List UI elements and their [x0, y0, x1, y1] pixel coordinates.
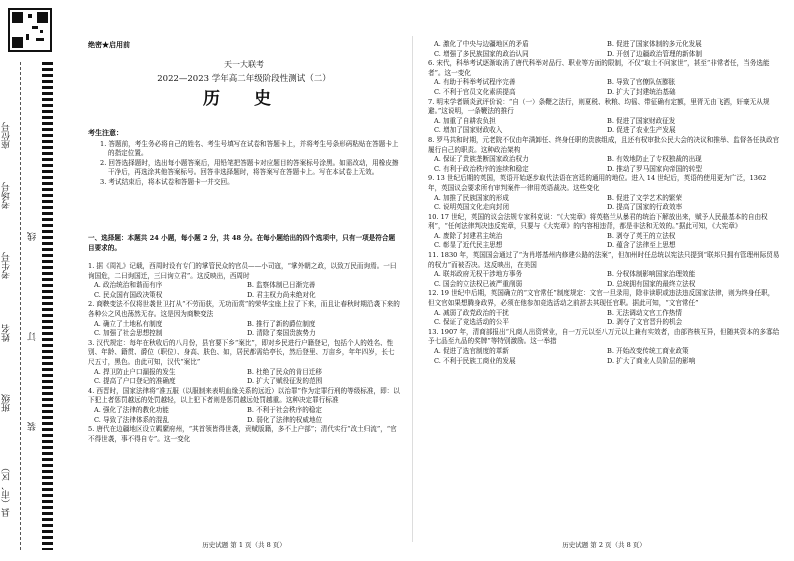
exam-page-2 [428, 0, 780, 561]
option-d: D. 促进了农业生产发展 [607, 126, 676, 135]
option-a: A. 加重了自耕农负担 [434, 116, 496, 125]
question-stem: 3. 汉代规定：每年在秋收后的八月份，县官要下乡“案比”，即对乡民进行户籍登记，包括个人的姓名、性别、年龄、籍贯、爵位（职位）、身高、肤色、如，居民都需给亭长，然后登里、万亩乡，年年四岁，长七尺五寸，黑色。由此可知，汉代“案比” [88, 338, 395, 366]
option-b: B. 推行了新的爵位制度 [247, 319, 316, 328]
gutter-label-county: 县（市、区） [2, 463, 12, 517]
option-b: B. 促进了国家体制的多元化发展 [607, 40, 702, 48]
question-8 [428, 136, 780, 174]
subject-title: 历 史 [203, 89, 285, 109]
question-stem: 5. 唐代在边疆地区设立羁縻府州，“其首领皆得世袭，贡赋版籍，多不上户部”；清代实行“改土归流”，“官不得世袭，事不得自专”。这一变化 [88, 425, 397, 443]
option-a: A. 捍卫防止户口漏报的发生 [94, 367, 176, 376]
page-divider [412, 36, 413, 542]
option-c: C. 提高了户口登记的准确度 [94, 377, 176, 386]
cut-mark-bind: 订 [28, 332, 38, 342]
gutter-label-class: 班级 [2, 394, 12, 412]
question-11 [428, 251, 780, 289]
option-b: B. 无法调动文官工作热情 [607, 308, 682, 317]
question-7 [428, 98, 780, 136]
exam-organizer: 天一大联考 [224, 60, 264, 69]
question-4 [88, 387, 400, 425]
option-a: A. 保证了贵族垄断国家政治权力 [434, 155, 529, 164]
note-item: 3. 考试结束后，将本试卷和答题卡一并交回。 [100, 177, 234, 186]
notes-heading: 考生注意： [88, 128, 123, 137]
gutter-label-student: 考生号 [2, 252, 12, 280]
option-b: B. 杜绝了民众的肯目迁移 [247, 367, 322, 376]
option-b: B. 促进了文学艺术的繁荣 [607, 193, 682, 202]
binding-stripe [42, 62, 53, 550]
option-d: D. 总统拥有国家的最终立法权 [607, 279, 696, 288]
question-stem: 7. 明末学者顾炎武评价说：“自（一）条鞭之法行，则夏税、秋粮、均徭、带征确有定额，里胥无由飞洒，奸豪无从规避。”这说明，一条鞭法的推行 [428, 97, 770, 116]
option-b: B. 不利于社会秩序的稳定 [247, 405, 322, 414]
page-footer: 历史试题 第 2 页（共 8 页） [562, 541, 646, 550]
question-stem: 10. 17 世纪，英国的议会法规专家科克说：“《大宪章》将英格兰从暴君的统治下解放出来，赋予人民最基本的自由权利”，“任何法律判决违反宪章，只要与《大宪章》的内容相违背，都是非法和无效的。”据此可知，《大宪章》 [428, 212, 768, 231]
question-stem: 12. 19 世纪中后期，英国确立的“文官常任”制度规定：文官一旦录用，除非读职或违法违反国家法律，则为终身任职，但文官如果想腾身政界，必须在他参加竞选活动之前辞去其现任官职。据此可知，“文官常任” [428, 289, 775, 308]
option-a: A. 加推了民族国家的形成 [434, 193, 509, 202]
qr-code [8, 8, 52, 52]
question-stem: 9. 13 世纪后期的英国，英语开始逐步取代法语在宫廷的通用的地位。进入 14 世纪后，英语的使用更为广泛，1362 年，英国议会要求所有审判案件一律用英语裁决。这些变化 [428, 174, 767, 192]
question-12 [428, 289, 780, 327]
gutter-label-name: 姓名 [2, 324, 12, 342]
note-item: 2. 回答选择题时，选出每小题答案后，用铅笔把答题卡对应题目的答案标号涂黑。如需改动，用橡皮擦干净后，再选涂其他答案标号。回答非选择题时，将答案写在答题卡上。写在本试卷上无效。 [100, 158, 399, 177]
question-6 [428, 59, 780, 97]
option-d: D. 蕴含了法律至上思想 [607, 241, 676, 250]
option-a: A. 促进了选官制度的革新 [434, 347, 509, 355]
option-b: B. 有效地防止了专权独裁的出现 [607, 155, 702, 164]
option-c: C. 增强了多民族国家的政治认同 [434, 49, 529, 58]
option-b: B. 导致了官僚队伍膨胀 [607, 78, 676, 87]
option-d: D. 清除了秦国贵族势力 [247, 329, 316, 338]
option-a: A. 强化了法律的教化功能 [94, 405, 169, 414]
option-d: D. 提高了国家的行政效率 [607, 203, 683, 212]
option-d: D. 剥夺了文官晋升的机会 [607, 318, 683, 327]
question-list [428, 40, 780, 366]
option-b: B. 开始改变传统工商业政策 [607, 347, 689, 355]
option-a: A. 废除了封建君主统治 [434, 231, 503, 240]
option-d: D. 开创了边疆政治管理的新体制 [607, 49, 702, 58]
option-b: B. 促进了国家财政征发 [607, 116, 676, 125]
question-9 [428, 174, 780, 212]
question-10 [428, 213, 780, 251]
option-a: A. 激化了中央与边疆地区的矛盾 [434, 40, 529, 48]
option-d: D. 扩大了商业人员阶层的影响 [607, 356, 696, 365]
option-c: C. 增加了国家财政收入 [434, 126, 503, 135]
option-c: C. 国会的立法权已被严重削弱 [434, 279, 523, 288]
question-stem: 2. 商鞅变法不仅将世袭世卫打从“不劳而获，无功而赏”的荣华宝座上拉了下来，而且让春秋时期沿袭下来的各种公之风也荡然无存。这是因为商鞅变法 [88, 300, 400, 318]
question-2 [88, 300, 400, 338]
question-list [88, 262, 400, 444]
question-5 [88, 425, 400, 444]
question-stem: 4. 西晋时，国家法律将“准五服（以服制来表明血缘关系的远近）以治罪”作为定罪行刑的等级标准，即：以下犯上者惩罚越远的处罚越轻，以上犯下者则是惩罚越远处罚越重。这种决定罪行标准 [88, 386, 400, 405]
question-stem: 8. 罗马共和时期，元老院不仅由年满卸任、终身任职的贵族组成，且还有权审批公民大会的决议和推举、监督各任执政官履行自己的职责。这种政治架构 [428, 135, 780, 154]
option-d: D. 扩大了赋役征发的范围 [247, 377, 323, 386]
question-stem: 11. 1830 年，英国国会通过了“为肖塔基州内修建公路的法案”，但加州时任总统以宪法只提到“联邦只拥有管理州际贸易的权力”而被否决。这反映出，在美国 [428, 251, 780, 269]
confidential-mark: 绝密★启用前 [88, 40, 130, 49]
option-c: C. 有利于政治秩序的连续和稳定 [434, 164, 529, 173]
question-stem: 13. 1907 年，清商部报出“凡商人出资营业，自一万元以至八万元以上兼有实效者，由部咨核互异，但随其资本的多寡给予七品至九品的奖牌”等特别激励。这一举措 [428, 327, 780, 346]
option-c: C. 说明英国文化走向封闭 [434, 203, 509, 212]
option-a: A. 联邦政府无权干涉地方事务 [434, 270, 523, 279]
exam-title: 2022—2023 学年高二年级阶段性测试（二） [157, 74, 331, 84]
question-13 [428, 328, 780, 366]
option-a: A. 确立了土地私有制度 [94, 319, 163, 328]
question-1 [88, 262, 400, 300]
option-b: B. 剥夺了英王的立法权 [607, 231, 676, 240]
question-stem: 1. 据《周礼》记载，西周时设有专门的掌管民众的官员——小司寇，“掌外朝之政，以致万民而询焉。一曰询国危，二曰询国迁，三曰询立君”。这反映出，西周时 [88, 262, 397, 280]
question-5-options [428, 40, 780, 59]
option-c: C. 民众国有国政决策权 [94, 290, 163, 299]
option-c: C. 彰显了近代民主思想 [434, 241, 503, 250]
gutter-label-seat: 座位号 [2, 122, 12, 150]
option-d: D. 推动了罗马国家向帝国的转型 [607, 164, 702, 173]
option-a: A. 有助于科举考试程序完善 [434, 78, 516, 87]
option-c: C. 加强了社会思想控制 [94, 329, 163, 338]
note-item: 1. 答题前，考生务必将自己的姓名、考生号填写在试卷和答题卡上，并将考生号条形码粘贴在答题卡上的指定位置。 [100, 139, 399, 158]
exam-page-1 [88, 0, 400, 561]
option-a: A. 政治统治和谐而有序 [94, 281, 163, 290]
cut-mark-line: 线 [28, 232, 38, 242]
option-b: B. 分权体制影响国家治理效能 [607, 270, 696, 279]
option-d: D. 扩大了封建统治基础 [607, 87, 676, 96]
candidate-notes [88, 128, 400, 188]
option-d: D. 弱化了法律的权威地位 [247, 415, 323, 424]
option-c: C. 不利于民族工商业的发展 [434, 356, 516, 365]
gutter-label-room: 考场号 [2, 182, 12, 210]
option-c: C. 导致了法律体系的混乱 [94, 415, 169, 424]
page-footer: 历史试题 第 1 页（共 8 页） [202, 541, 286, 550]
option-c: C. 不利于官员文化素质提高 [434, 87, 516, 96]
cut-mark-pack: 装 [28, 422, 38, 432]
option-d: D. 君主权力尚未绝对化 [247, 290, 316, 299]
question-3 [88, 339, 400, 387]
option-a: A. 减弱了政党政治的干扰 [434, 308, 509, 317]
option-b: B. 监察体制已日渐完善 [247, 281, 316, 290]
section-heading: 一、选择题：本题共 24 小题，每小题 2 分，共 48 分。在每小题给出的四个选项中，只有一项是符合题目要求的。 [88, 234, 396, 252]
option-c: C. 保证了竞选活动的公平 [434, 318, 509, 327]
question-stem: 6. 宋代，科举考试逐渐取消了唐代科举对品行、职业等方面的限制，不仅“取士不问家世”，甚至“非常者任，当务选能者”。这一变化 [428, 59, 770, 77]
